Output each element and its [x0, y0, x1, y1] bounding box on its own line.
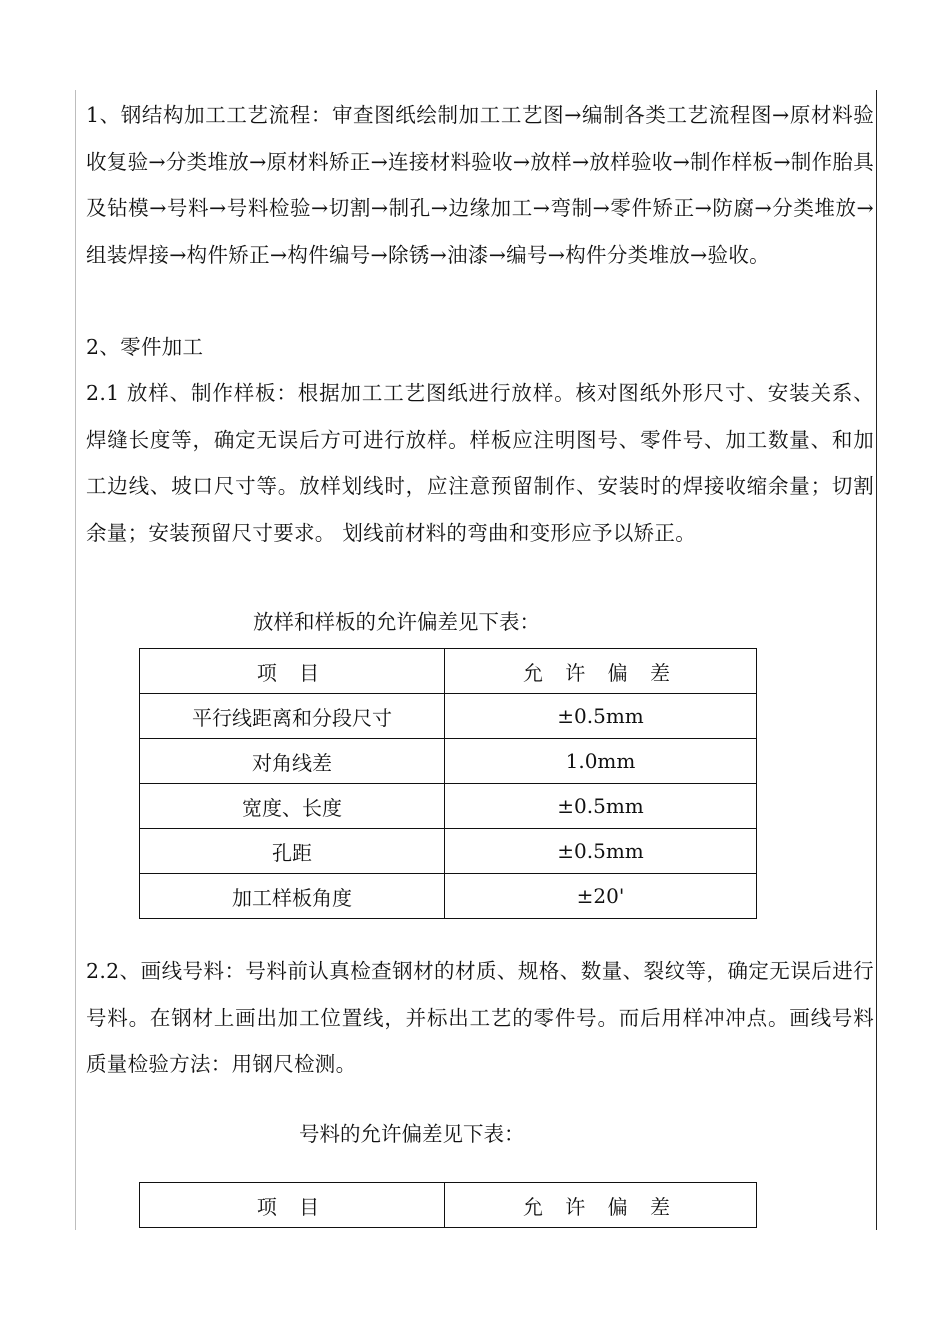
table2-caption: 号料的允许偏差见下表： — [299, 1122, 525, 1146]
cell-tolerance: ±0.5mm — [445, 784, 757, 829]
table1-caption: 放样和样板的允许偏差见下表： — [253, 610, 540, 634]
marking-paragraph: 2.2、画线号料：号料前认真检查钢材的材质、规格、数量、裂纹等，确定无误后进行号料。在钢材上画出加工位置线，并标出工艺的零件号。而后用样冲冲点。画线号料质量检验方法：用钢尺检测。 — [86, 959, 874, 1076]
marking-tolerance-table — [139, 1182, 757, 1228]
table-header-row — [140, 649, 757, 694]
table-header-row — [140, 1183, 757, 1228]
table-row — [140, 739, 757, 784]
cell-item: 加工样板角度 — [140, 874, 445, 919]
frame-right-border — [876, 90, 877, 1230]
frame-left-border — [75, 90, 76, 1230]
cell-item: 平行线距离和分段尺寸 — [140, 694, 445, 739]
table-row — [140, 874, 757, 919]
header-item: 项 目 — [140, 649, 445, 694]
header-item: 项 目 — [140, 1183, 445, 1228]
lofting-tolerance-table — [139, 648, 757, 919]
cell-item: 对角线差 — [140, 739, 445, 784]
header-tolerance: 允 许 偏 差 — [445, 1183, 757, 1228]
lofting-paragraph: 2.1 放样、制作样板：根据加工工艺图纸进行放样。核对图纸外形尺寸、安装关系、焊缝长度等，确定无误后方可进行放样。样板应注明图号、零件号、加工数量、和加工边线、坡口尺寸等。放样划线时，应注意预留制作、安装时的焊接收缩余量；切割余量；安装预留尺寸要求。 划线前材料的弯曲和变形应予以矫正。 — [86, 381, 874, 545]
cell-tolerance: ±0.5mm — [445, 829, 757, 874]
process-flow-paragraph: 1、钢结构加工工艺流程：审查图纸绘制加工工艺图→编制各类工艺流程图→原材料验收复验→分类堆放→原材料矫正→连接材料验收→放样→放样验收→制作样板→制作胎具及钻模→号料→号料检验→切割→制孔→边缘加工→弯制→零件矫正→防腐→分类堆放→组装焊接→构件矫正→构件编号→除锈→油漆→编号→构件分类堆放→验收。 — [86, 103, 874, 267]
table-row — [140, 829, 757, 874]
section-heading-parts-processing: 2、零件加工 — [86, 335, 204, 359]
cell-item: 宽度、长度 — [140, 784, 445, 829]
cell-tolerance: 1.0mm — [445, 739, 757, 784]
table-row — [140, 694, 757, 739]
cell-tolerance: ±0.5mm — [445, 694, 757, 739]
cell-tolerance: ±20' — [445, 874, 757, 919]
table-row — [140, 784, 757, 829]
header-tolerance: 允 许 偏 差 — [445, 649, 757, 694]
cell-item: 孔距 — [140, 829, 445, 874]
